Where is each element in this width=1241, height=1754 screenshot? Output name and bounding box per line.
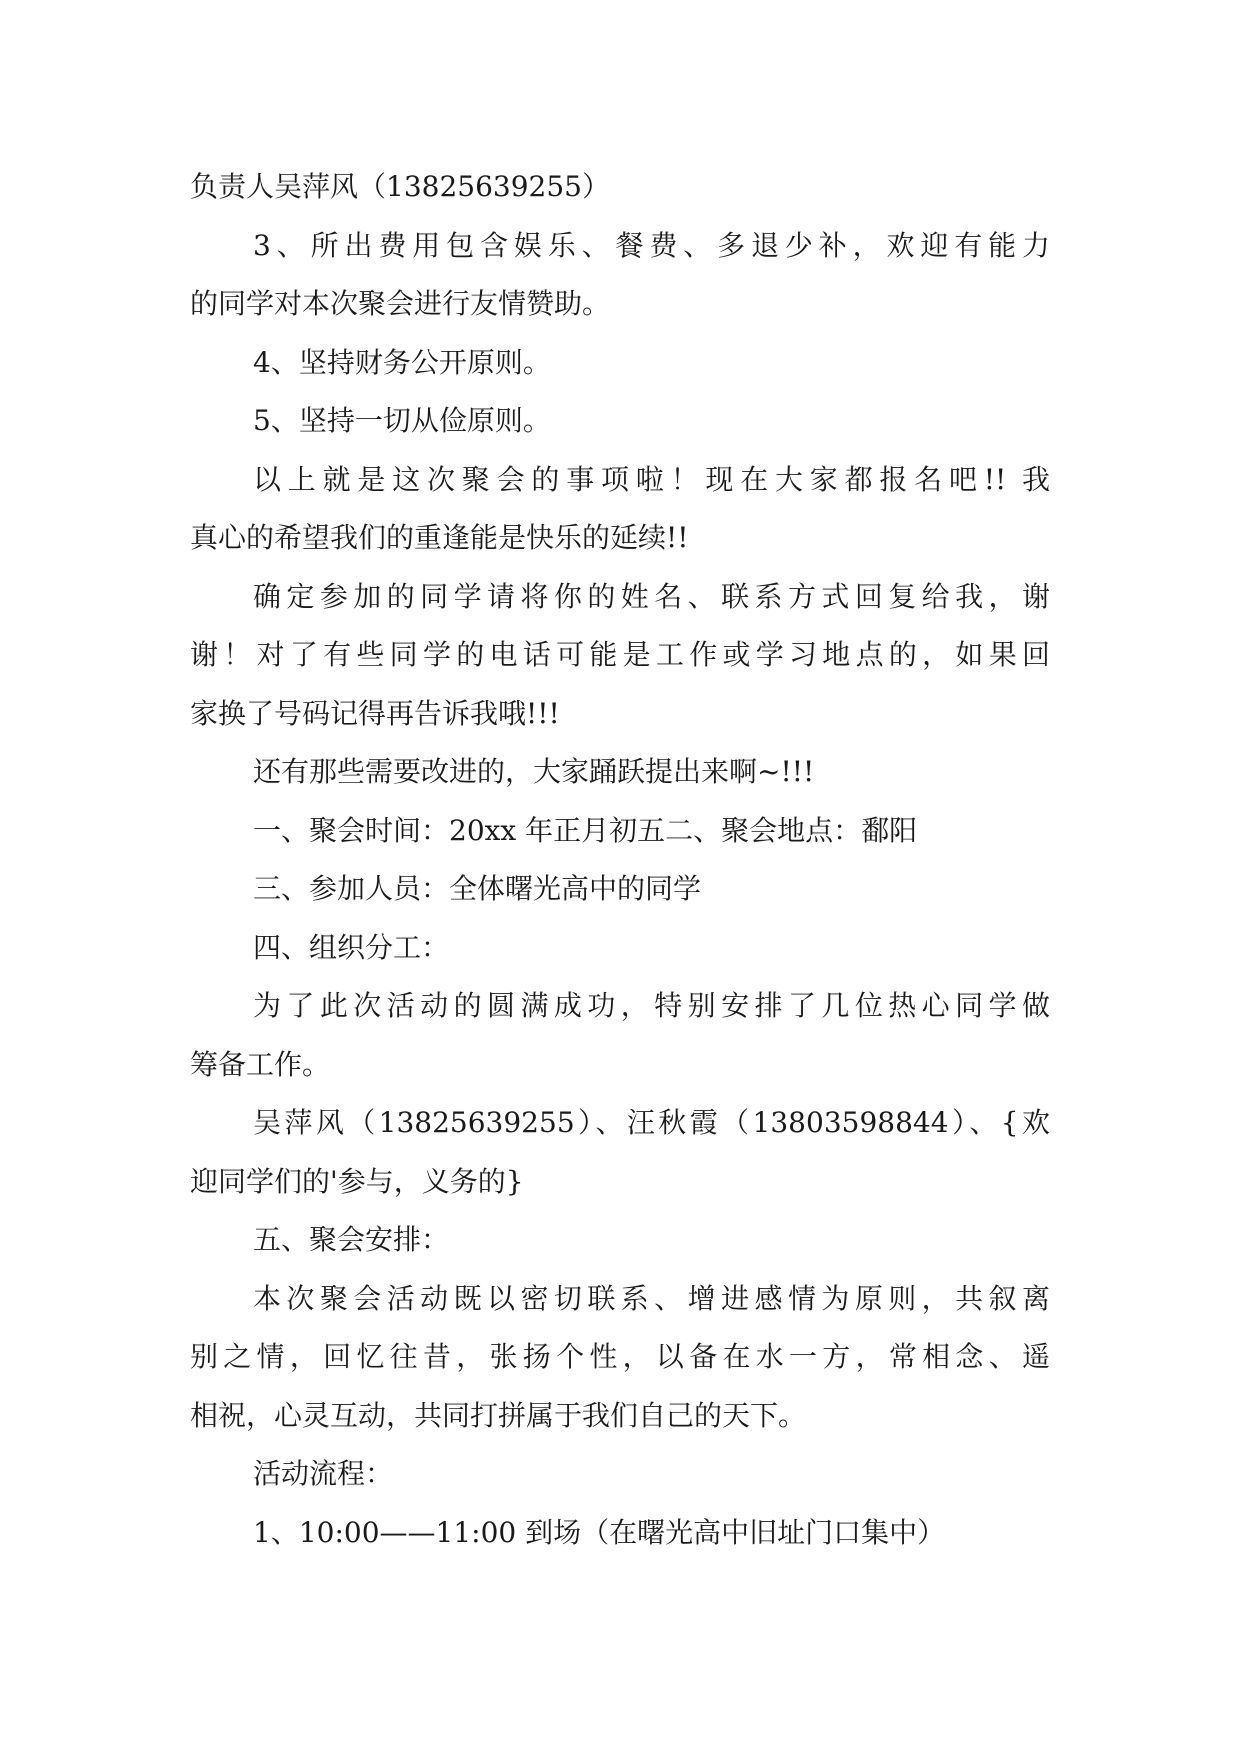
- text-line: [190, 919, 1050, 978]
- text-line-content: 一、聚会时间：20xx 年正月初五二、聚会地点：鄱阳: [253, 813, 918, 847]
- text-line: [190, 802, 1050, 861]
- text-line: [190, 626, 1050, 685]
- document-body: [190, 158, 1050, 1562]
- text-line: [190, 1036, 1050, 1095]
- text-line: [190, 685, 1050, 744]
- text-line: [190, 1211, 1050, 1270]
- text-line: [190, 509, 1050, 568]
- text-line: [190, 1270, 1050, 1329]
- text-line: [190, 275, 1050, 334]
- text-line: [190, 743, 1050, 802]
- text-line: [190, 217, 1050, 276]
- text-line-content: 别之情，回忆往昔，张扬个性，以备在水一方，常相念、遥: [190, 1340, 1050, 1373]
- text-line-content: 本次聚会活动既以密切联系、增进感情为原则，共叙离: [253, 1281, 1050, 1315]
- text-line-content: 确定参加的同学请将你的姓名、联系方式回复给我，谢: [253, 579, 1050, 613]
- text-line: [190, 977, 1050, 1036]
- text-line-content: 还有那些需要改进的，大家踊跃提出来啊~!!!: [253, 755, 815, 788]
- text-line: [190, 1328, 1050, 1387]
- text-line: [190, 860, 1050, 919]
- text-line: [190, 392, 1050, 451]
- text-line-content: 吴萍风（13825639255）、汪秋霞（13803598844）、{欢: [253, 1106, 1050, 1139]
- text-line-content: 迎同学们的'参与，义务的}: [190, 1164, 524, 1198]
- text-line-content: 4、坚持财务公开原则。: [253, 345, 551, 379]
- text-line-content: 三、参加人员：全体曙光高中的同学: [253, 872, 702, 905]
- text-line-content: 五、聚会安排：: [253, 1223, 450, 1256]
- text-line: [190, 568, 1050, 627]
- text-line-content: 的同学对本次聚会进行友情赞助。: [190, 287, 611, 320]
- text-line: [190, 1094, 1050, 1153]
- text-line: [190, 1153, 1050, 1212]
- text-line: [190, 158, 1050, 217]
- text-line-content: 以上就是这次聚会的事项啦！现在大家都报名吧!! 我: [253, 462, 1050, 496]
- text-line: [190, 1445, 1050, 1504]
- text-line-content: 筹备工作。: [190, 1047, 331, 1081]
- text-line-content: 5、坚持一切从俭原则。: [253, 404, 551, 437]
- text-line-content: 谢！对了有些同学的电话可能是工作或学习地点的，如果回: [190, 638, 1050, 671]
- text-line: [190, 1504, 1050, 1563]
- text-line: [190, 451, 1050, 510]
- text-line-content: 1、10:00——11:00 到场（在曙光高中旧址门口集中）: [253, 1515, 946, 1549]
- text-line-content: 为了此次活动的圆满成功，特别安排了几位热心同学做: [253, 989, 1050, 1022]
- text-line-content: 活动流程：: [253, 1457, 394, 1490]
- text-line-content: 负责人吴萍风（13825639255）: [190, 170, 610, 203]
- text-line-content: 四、组织分工：: [253, 930, 450, 964]
- text-line-content: 相祝，心灵互动，共同打拼属于我们自己的天下。: [190, 1398, 807, 1432]
- text-line-content: 家换了号码记得再告诉我哦!!!: [190, 696, 560, 730]
- text-line: [190, 334, 1050, 393]
- text-line-content: 真心的希望我们的重逢能是快乐的延续!!: [190, 521, 689, 554]
- text-line-content: 3、所出费用包含娱乐、餐费、多退少补，欢迎有能力: [253, 228, 1050, 262]
- text-line: [190, 1387, 1050, 1446]
